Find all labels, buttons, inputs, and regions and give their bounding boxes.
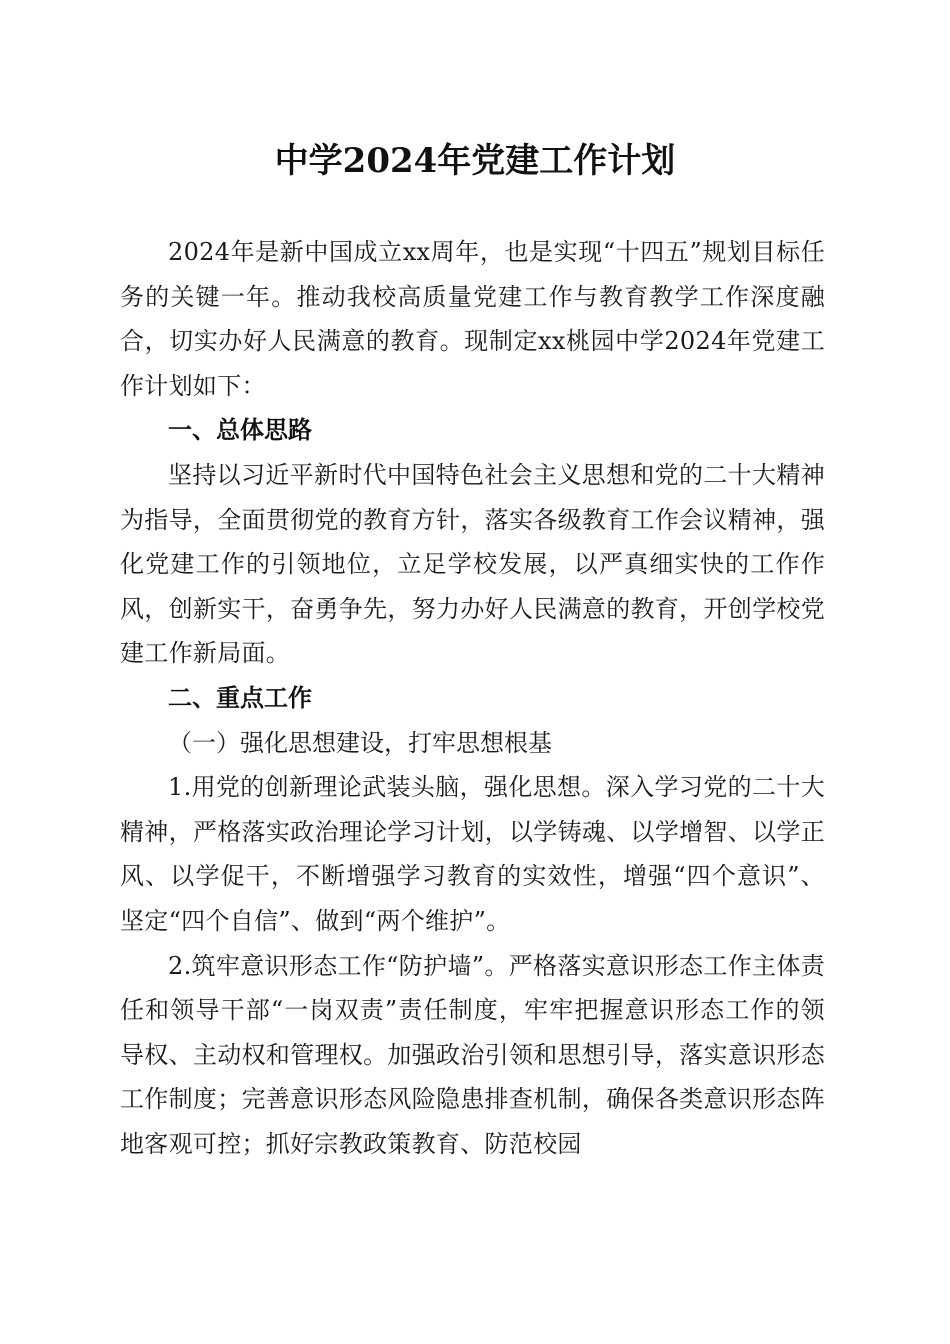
key-work-item-2: 2.筑牢意识形态工作“防护墙”。严格落实意识形态工作主体责任和领导干部“一岗双责”责任制度，牢牢把握意识形态工作的领导权、主动权和管理权。加强政治引领和思想引导，落实意识形态工作制度；完善意识形态风险隐患排查机制，确保各类意识形态阵地客观可控；抓好宗教政策教育、防范校园 [120,951,825,1158]
section-heading-overall-approach: 一、总体思路 [168,415,312,445]
key-work-item-1: 1.用党的创新理论武装头脑，强化思想。深入学习党的二十大精神，严格落实政治理论学习计划，以学铸魂、以学增智、以学正风、以学促干，不断增强学习教育的实效性，增强“四个意识”、坚定“四个自信”、做到“两个维护”。 [120,773,825,935]
subsection-heading-ideological-building: （一）强化思想建设，打牢思想根基 [168,728,552,757]
document-title: 中学2024年党建工作计划 [274,141,676,181]
document-body [120,230,825,1166]
section-heading-key-work: 二、重点工作 [168,682,312,712]
intro-paragraph: 2024年是新中国成立xx周年，也是实现“十四五”规划目标任务的关键一年。推动我校高质量党建工作与教育教学工作深度融合，切实办好人民满意的教育。现制定xx桃园中学2024年党建工作计划如下： [120,238,825,400]
overall-approach-paragraph: 坚持以习近平新时代中国特色社会主义思想和党的二十大精神为指导，全面贯彻党的教育方针，落实各级教育工作会议精神，强化党建工作的引领地位，立足学校发展，以严真细实快的工作作风，创新实干，奋勇争先，努力办好人民满意的教育，开创学校党建工作新局面。 [120,460,825,668]
